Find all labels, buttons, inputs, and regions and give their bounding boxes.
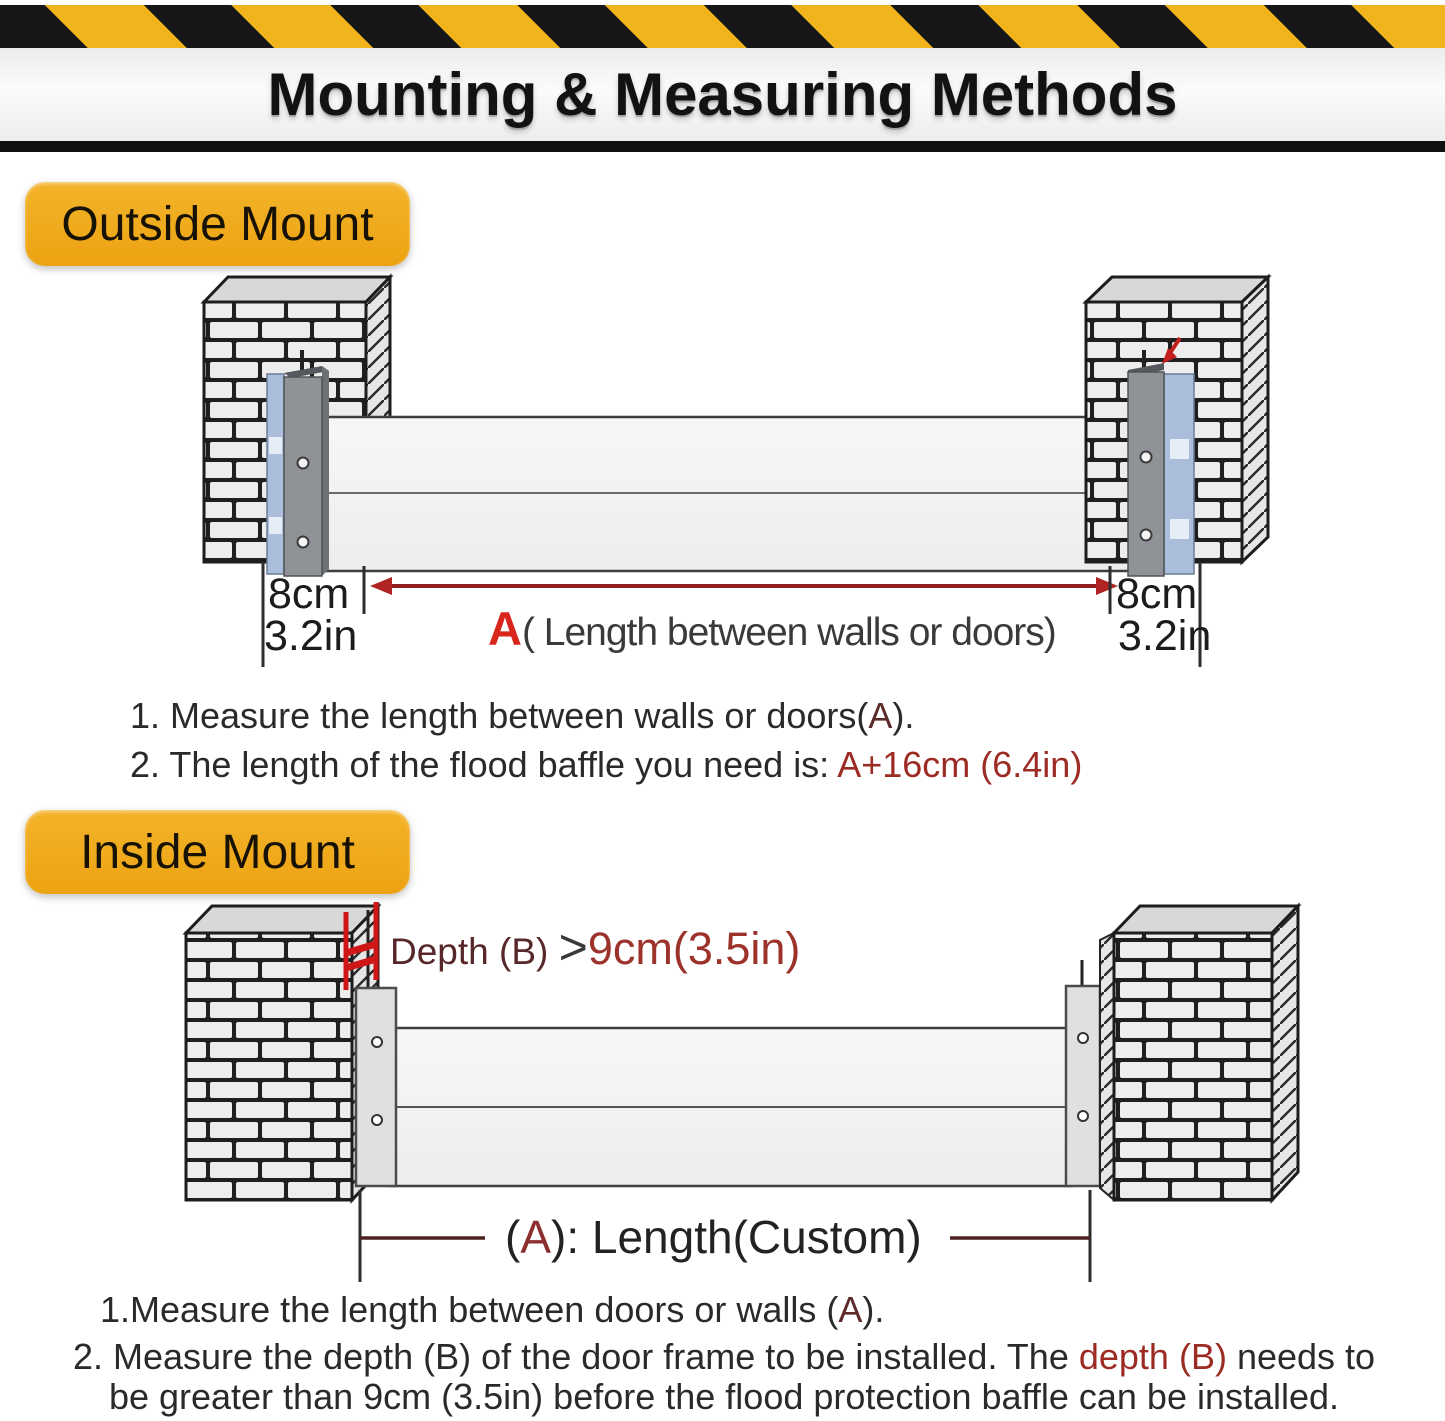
- flood-barrier-panels: [318, 417, 1132, 571]
- screw-hole: [1141, 530, 1152, 541]
- left-mounting-bracket: [284, 366, 329, 576]
- seal-strip: [1164, 374, 1194, 574]
- pillar-brick-face: [186, 933, 352, 1200]
- pillar-top-face: [1086, 277, 1268, 302]
- greater-than-sign: >: [558, 919, 588, 975]
- outside-step-1: 1. Measure the length between walls or doors(A).: [130, 695, 915, 736]
- outside-mount-badge: Outside Mount: [25, 182, 410, 266]
- seal-strip: [267, 374, 284, 574]
- pillar-brick-face: [1114, 933, 1272, 1200]
- flood-barrier-panels: [390, 1028, 1072, 1186]
- seal-strip-pad: [269, 437, 282, 454]
- screw-hole: [1078, 1111, 1088, 1121]
- depth-b-text: Depth (B): [390, 931, 559, 972]
- outside-step-2: 2. The length of the flood baffle you need is: A+16cm (6.4in): [130, 744, 1083, 785]
- length-a-letter: A: [488, 602, 522, 655]
- bracket-face: [1066, 986, 1100, 1186]
- gap-left-in-label: 3.2in: [264, 612, 358, 660]
- pillar-reveal-face: [1100, 933, 1114, 1200]
- arrowhead-right: [1096, 577, 1118, 595]
- length-a-label: [488, 601, 1056, 656]
- screw-hole: [372, 1037, 382, 1047]
- seal-strip-pad: [1170, 439, 1189, 459]
- gap-right-cm-label: 8cm: [1116, 570, 1198, 618]
- inside-mount-badge: Inside Mount: [25, 810, 410, 894]
- inside-step-1: 1.Measure the length between doors or walls (A).: [100, 1289, 885, 1330]
- right-mounting-bracket: [1128, 363, 1164, 576]
- screw-hole: [298, 458, 309, 469]
- page-title: Mounting & Measuring Methods: [267, 61, 1178, 128]
- depth-b-value: 9cm(3.5in): [587, 923, 801, 974]
- depth-b-label: [390, 918, 800, 976]
- gap-right-in-label: 3.2in: [1118, 612, 1212, 660]
- screw-hole: [1078, 1033, 1088, 1043]
- gap-left-cm-label: 8cm: [268, 570, 350, 618]
- pillar-top-face: [186, 906, 378, 933]
- screw-hole: [298, 537, 309, 548]
- pillar-side-face: [1242, 277, 1268, 562]
- screw-hole: [372, 1115, 382, 1125]
- bracket-side-edge: [322, 366, 329, 576]
- inside-step-2: 2. Measure the depth (B) of the door frame to be installed. The depth (B) needs to be greater than 9cm (3.5in) before the flood protection baffle can be installed.: [72, 1336, 1376, 1417]
- right-mounting-bracket: [1066, 986, 1100, 1186]
- screw-hole: [1141, 452, 1152, 463]
- pillar-top-face: [1114, 906, 1298, 933]
- bracket-face: [356, 988, 396, 1186]
- arrowhead-left: [370, 577, 392, 595]
- left-mounting-bracket: [356, 988, 396, 1186]
- length-custom-label: (A): Length(Custom): [505, 1211, 922, 1263]
- inside-right-pillar: [1100, 906, 1298, 1200]
- seal-strip-pad: [269, 517, 282, 534]
- bracket-face: [1128, 372, 1164, 576]
- seal-strip-pad: [1170, 519, 1189, 539]
- length-a-text: ( Length between walls or doors): [521, 611, 1056, 654]
- pillar-top-face: [204, 277, 390, 302]
- pillar-side-face: [1272, 906, 1298, 1200]
